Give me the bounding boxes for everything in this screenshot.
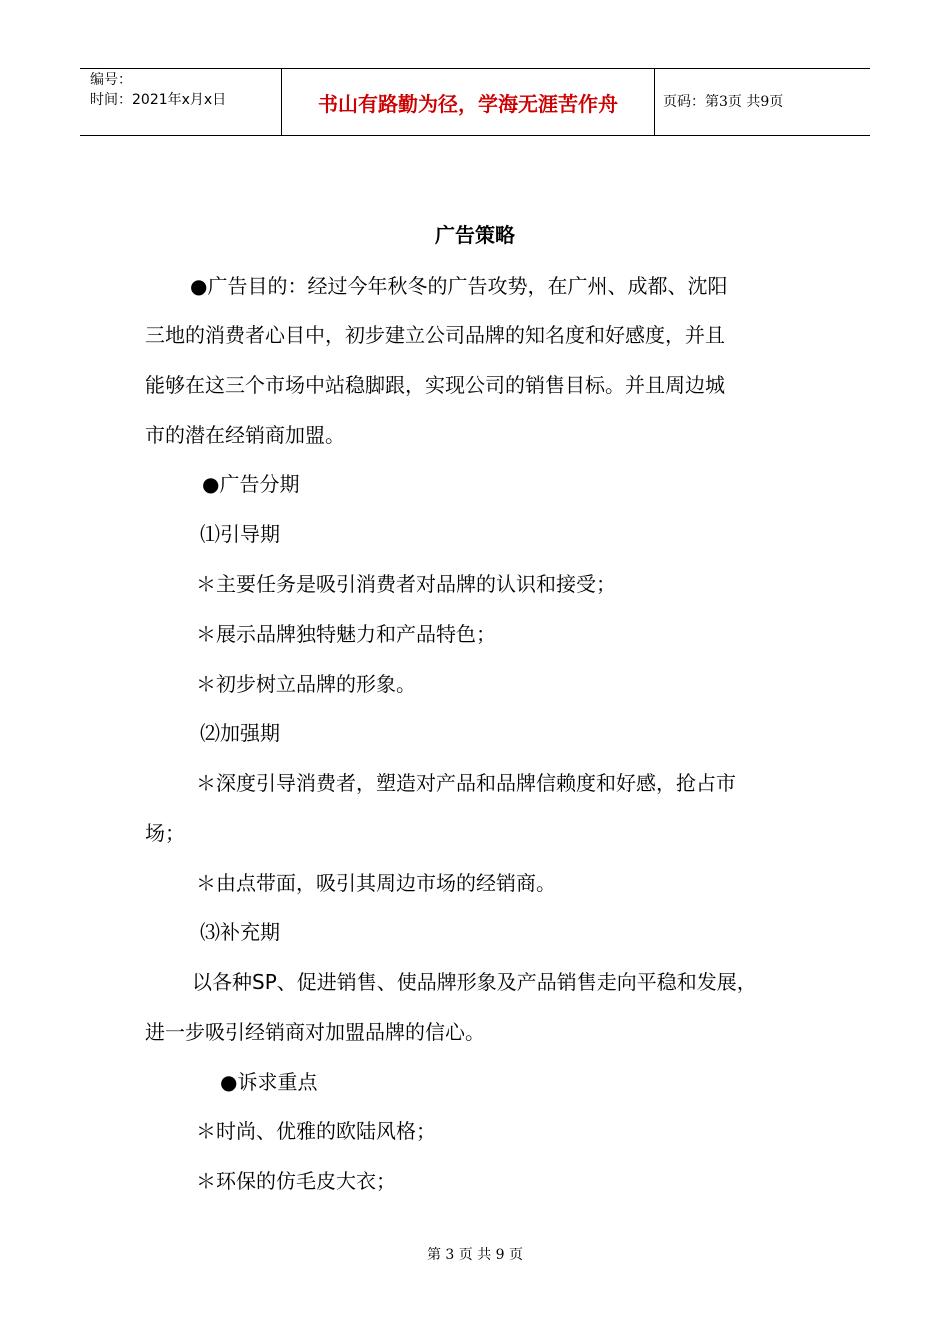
page-info: 页码：第3页 共9页 [663, 94, 784, 110]
list-item: ＊环保的仿毛皮大衣； [196, 1169, 396, 1193]
paragraph-line: 场； [145, 821, 185, 845]
paragraph-line: 进一步吸引经销商对加盟品牌的信心。 [145, 1020, 485, 1044]
subsection-heading: ⑶补充期 [200, 920, 280, 944]
header-meta-cell [80, 69, 282, 135]
list-item: ＊由点带面，吸引其周边市场的经销商。 [196, 871, 556, 895]
subsection-heading: ⑵加强期 [200, 721, 280, 745]
header-table [80, 68, 870, 136]
document-title: 广告策略 [435, 223, 515, 247]
date-line: 时间：2021年x月x日 [90, 92, 227, 108]
section-heading: ●广告分期 [202, 472, 300, 496]
paragraph-line: 以各种SP、促进销售、使品牌形象及产品销售走向平稳和发展， [192, 970, 757, 994]
list-item: ＊主要任务是吸引消费者对品牌的认识和接受； [196, 572, 616, 596]
serial-number-label: 编号： [90, 72, 132, 88]
paragraph-line: 能够在这三个市场中站稳脚跟，实现公司的销售目标。并且周边城 [145, 373, 725, 397]
paragraph-line: ●广告目的：经过今年秋冬的广告攻势，在广州、成都、沈阳 [190, 274, 728, 298]
list-item: ＊时尚、优雅的欧陆风格； [196, 1119, 436, 1143]
paragraph-line: 三地的消费者心目中，初步建立公司品牌的知名度和好感度，并且 [145, 323, 725, 347]
list-item: ＊初步树立品牌的形象。 [196, 672, 416, 696]
list-item: ＊深度引导消费者，塑造对产品和品牌信赖度和好感，抢占市 [196, 771, 736, 795]
list-item: ＊展示品牌独特魅力和产品特色； [196, 622, 496, 646]
section-heading: ●诉求重点 [220, 1070, 318, 1094]
page-footer: 第 3 页 共 9 页 [426, 1247, 524, 1263]
header-motto-cell [282, 69, 655, 135]
header-page-cell [655, 69, 870, 135]
subsection-heading: ⑴引导期 [200, 522, 280, 546]
paragraph-line: 市的潜在经销商加盟。 [145, 423, 345, 447]
motto: 书山有路勤为径，学海无涯苦作舟 [318, 92, 618, 116]
